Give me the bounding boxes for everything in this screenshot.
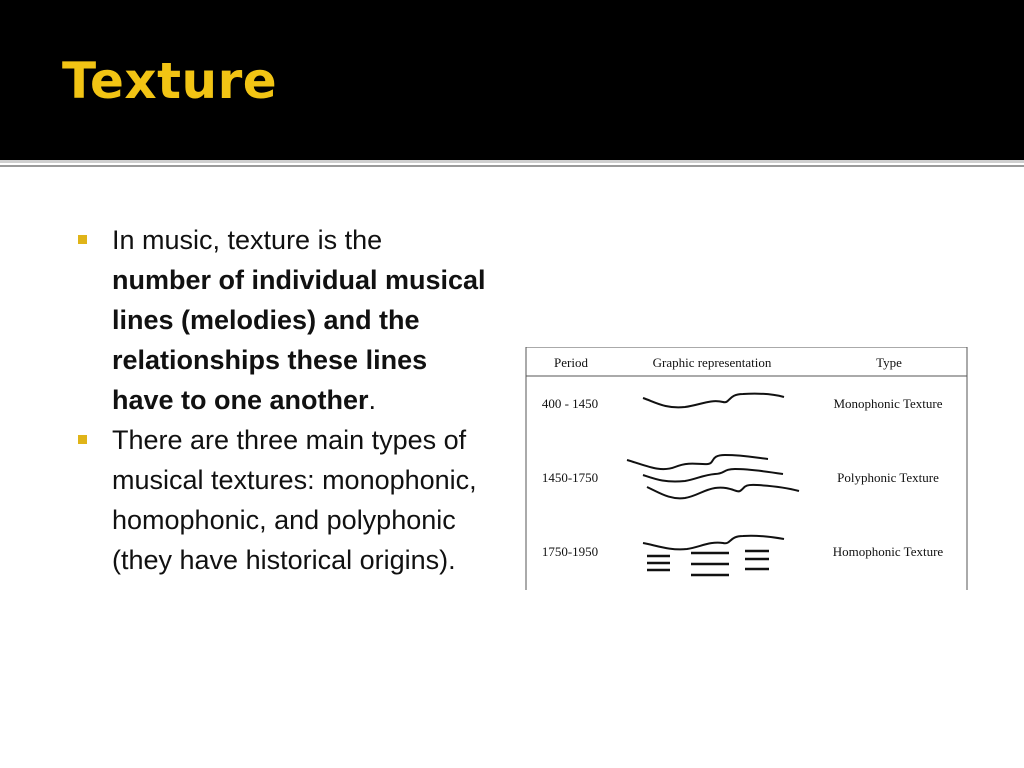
bullet-text-intro: In music, texture is the [112, 225, 383, 255]
title-divider-secondary [0, 165, 1024, 167]
title-divider [0, 160, 1024, 163]
bullet-square-icon [78, 235, 87, 244]
texture-table-figure [525, 347, 968, 590]
homophonic-melody-line [643, 536, 784, 550]
monophonic-melody-line [643, 394, 784, 408]
header-period: Period [554, 355, 588, 370]
texture-table [525, 347, 968, 590]
bullet-item [78, 420, 488, 580]
row-period: 1750-1950 [541, 544, 599, 559]
row-type: Polyphonic Texture [837, 470, 939, 485]
row-type: Monophonic Texture [833, 396, 943, 411]
bullet-square-icon [78, 435, 87, 444]
row-type: Homophonic Texture [832, 544, 944, 559]
header-type: Type [876, 355, 902, 370]
header-graphic: Graphic representation [652, 355, 772, 370]
homophonic-chord-marks [647, 551, 769, 575]
bullet-text: There are three main types of musical textures: monophonic, homophonic, and polyphonic (they have historical origins). [112, 425, 477, 575]
slide-title: Texture [62, 52, 278, 110]
bullet-text-bold: number of individual musical lines (melodies) and the relationships these lines have to one another [112, 265, 486, 415]
polyphonic-melody-line-2 [643, 469, 783, 482]
bullet-item [78, 220, 488, 420]
bullet-text-end: . [368, 385, 377, 415]
row-period: 1450-1750 [541, 470, 599, 485]
bullet-list [78, 220, 488, 580]
polyphonic-melody-line-3 [647, 485, 799, 499]
row-period: 400 - 1450 [541, 396, 599, 411]
polyphonic-melody-line-1 [627, 455, 768, 469]
